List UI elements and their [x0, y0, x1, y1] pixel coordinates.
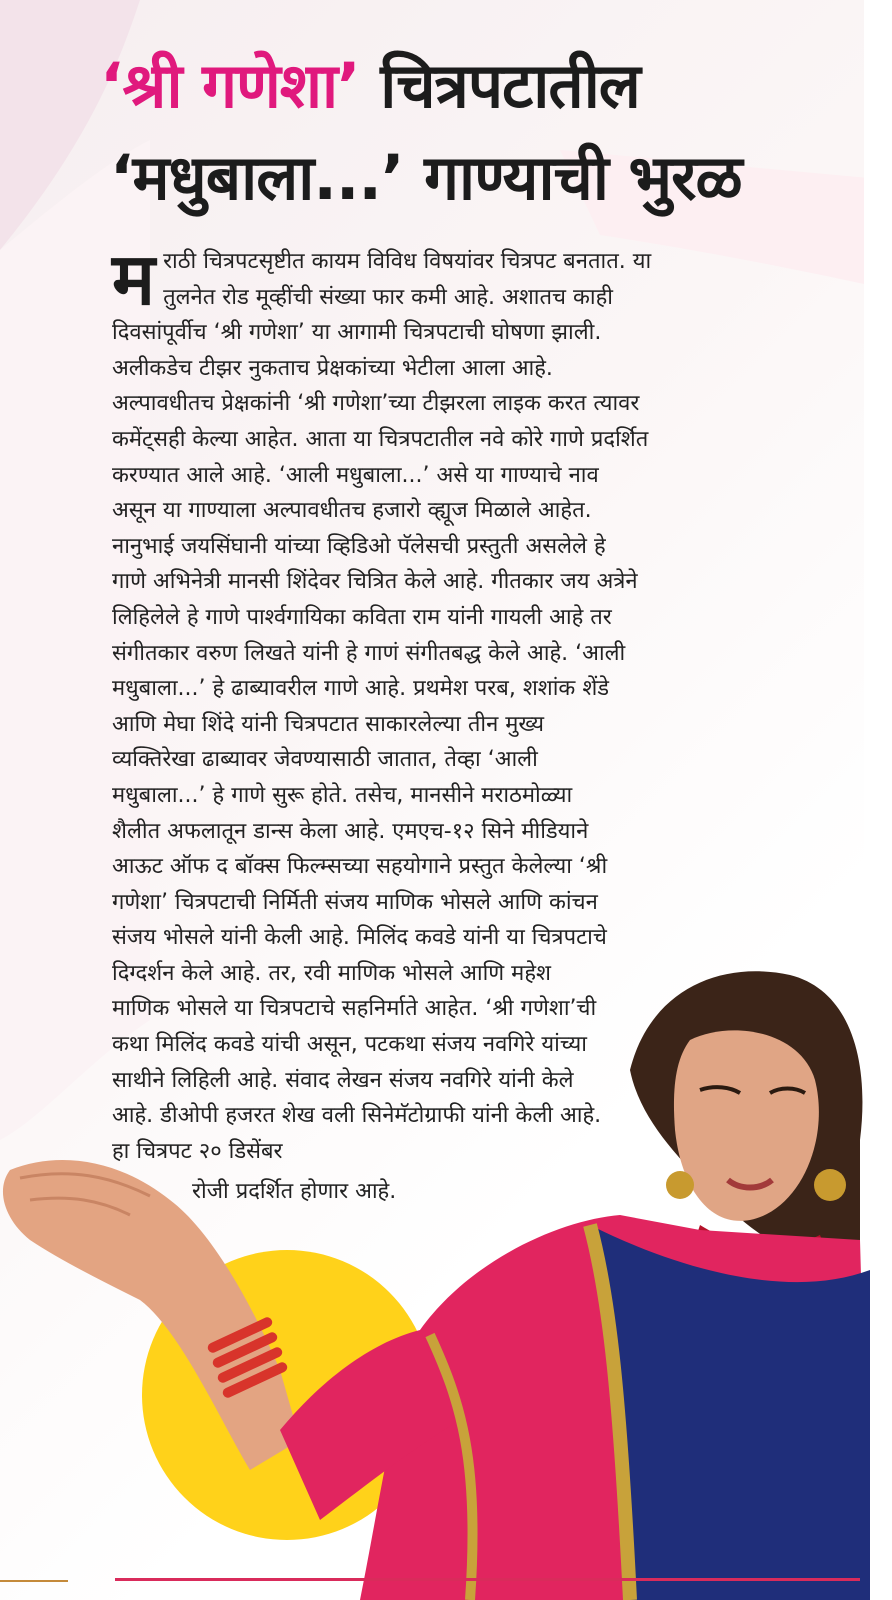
- article-paragraph: राठी चित्रपटसृष्टीत कायम विविध विषयांवर चित्रपट बनतात. या तुलनेत रोड मूव्हींची संख्या फार कमी आहे. अशातच काही दिवसांपूर्वीच ‘श्री गणेशा’ या आगामी चित्रपटाची घोषणा झाली. अलीकडेच टीझर नुकताच प्रेक्षकांच्या भेटीला आला आहे. अल्पावधीतच प्रेक्षकांनी ‘श्री गणेशा’च्या टीझरला लाइक करत त्यावर कमेंट्सही केल्या आहेत. आता या चित्रपटातील नवे कोरे गाणे प्रदर्शित करण्यात आले आहे. ‘आली मधुबाला...’ असे या गाण्याचे नाव असून या गाण्याला अल्पावधीतच हजारो व्ह्यूज मिळाले आहेत. नानुभाई जयसिंघानी यांच्या व्हिडिओ पॅलेसची प्रस्तुती असलेले हे गाणे अभिनेत्री मानसी शिंदेवर चित्रित केले आहे. गीतकार जय अत्रेने लिहिलेले हे गाणे पार्श्वगायिका कविता राम यांनी गायली आहे तर संगीतकार वरुण लिखते यांनी हे गाणं संगीतबद्ध केले आहे. ‘आली मधुबाला...’ हे ढाब्यावरील गाणे आहे. प्रथमेश परब, शशांक शेंडे आणि मेघा शिंदे यांनी चित्रपटात साकारलेल्या तीन मुख्य व्यक्तिरेखा ढाब्यावर जेवण्यासाठी जातात, तेव्हा ‘आली मधुबाला...’ हे गाणे सुरू होते. तसेच, मानसीने मराठमोळ्या शैलीत अफलातून डान्स केला आहे. एमएच-१२ सिने मीडियाने आऊट ऑफ द बॉक्स फिल्म्सच्या सहयोगाने प्रस्तुत केलेल्या ‘श्री गणेशा’ चित्रपटाची निर्मिती संजय माणिक भोसले आणि कांचन संजय भोसले यांनी केली आहे. मिलिंद कवडे यांनी या चित्रपटाचे दिग्दर्शन केले आहे. तर, रवी माणिक भोसले आणि महेश माणिक भोसले या चित्रपटाचे सहनिर्माते आहेत. ‘श्री गणेशा’ची कथा मिलिंद कवडे यांची असून, पटकथा संजय नवगिरे यांच्या साथीने लिहिली आहे. संवाद लेखन संजय नवगिरे यांनी केले आहे. डीओपी हजरत शेख वली सिनेमॅटोग्राफी यांनी केली आहे. हा चित्रपट २० डिसेंबर: [112, 249, 652, 1164]
- actress-photo: [0, 960, 870, 1600]
- hand-illustration: [3, 1160, 300, 1470]
- headline-film-title: ‘श्री गणेशा’: [100, 49, 360, 122]
- headline-line-1-rest: चित्रपटातील: [359, 49, 640, 122]
- headline-line-2: ‘मधुबाला...’ गाण्याची भुरळ: [110, 141, 742, 214]
- headline: [100, 40, 840, 224]
- drop-cap: म: [112, 237, 156, 321]
- article-closing-line: रोजी प्रदर्शित होणार आहे.: [192, 1179, 397, 1204]
- headline-line-1: [100, 40, 840, 132]
- woman-figure: [280, 971, 870, 1600]
- bottom-left-rule: [0, 1580, 68, 1582]
- bottom-rule: [115, 1578, 860, 1581]
